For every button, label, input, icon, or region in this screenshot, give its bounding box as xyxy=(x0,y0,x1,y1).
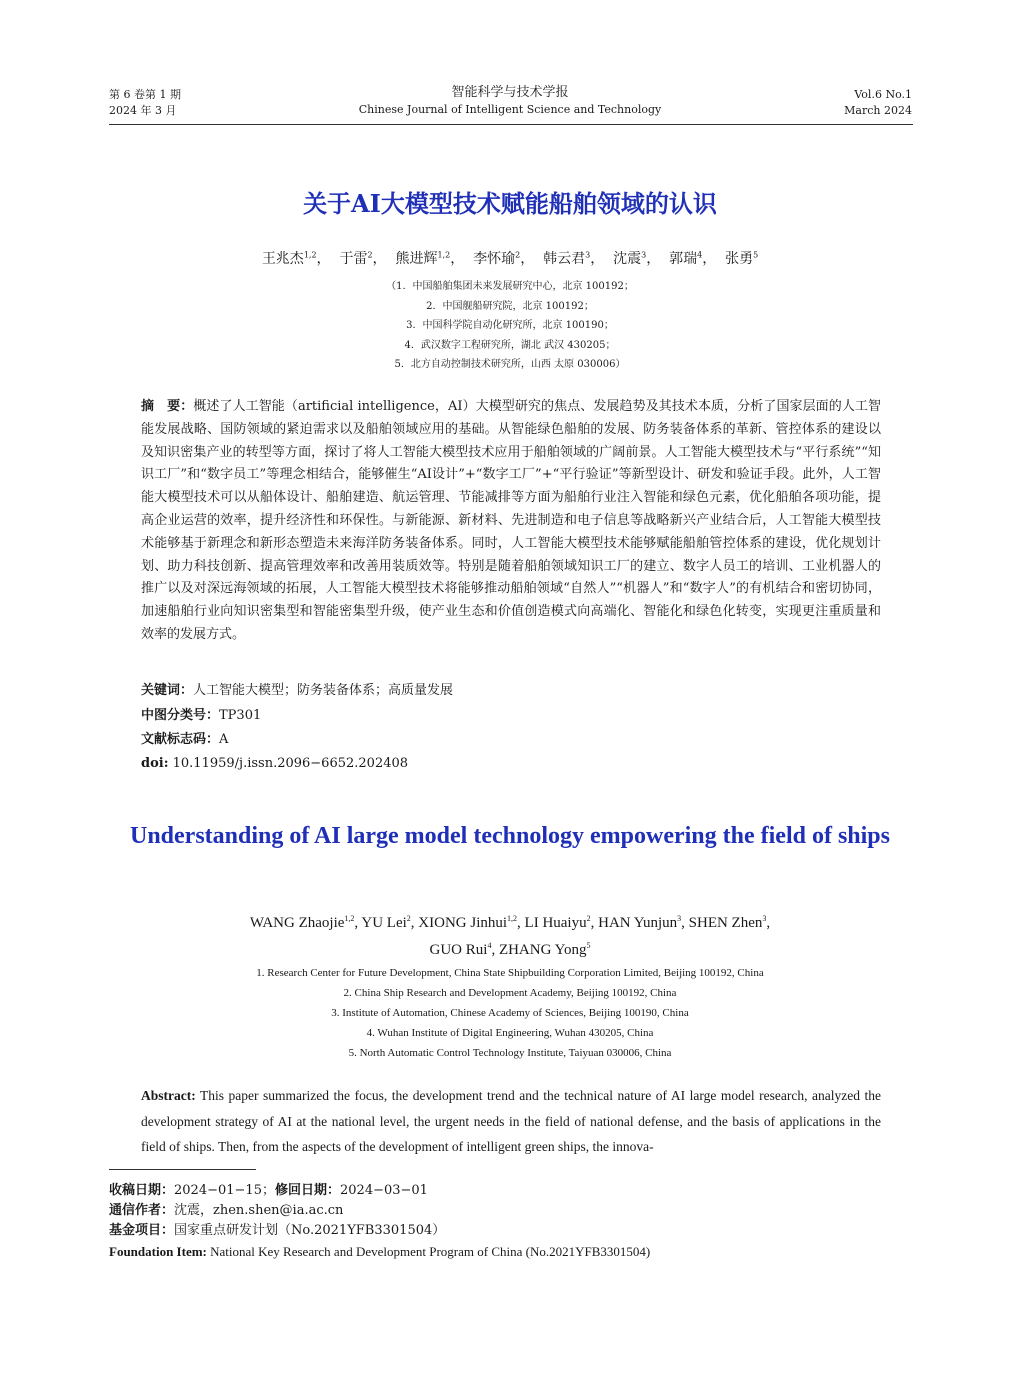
received-label: 收稿日期： xyxy=(109,1183,175,1198)
keywords-text-cn: 人工智能大模型；防务装备体系；高质量发展 xyxy=(193,683,454,698)
keywords-cn xyxy=(141,680,881,702)
cn-author-separator: ， xyxy=(646,251,661,267)
en-author-name: XIONG Jinhui xyxy=(418,915,508,931)
affiliation-cn: 2．中国舰船研究院，北京 100192； xyxy=(426,300,594,312)
fund-en xyxy=(109,1242,929,1263)
journal-title-en: Chinese Journal of Intelligent Science and Technology xyxy=(358,103,662,116)
cn-author-affiliation-marker: 1,2 xyxy=(437,250,451,260)
abstract-label-cn: 摘 要： xyxy=(141,399,194,414)
en-author-separator: , xyxy=(590,915,599,931)
header-volume-info xyxy=(844,87,912,119)
doi-value: 10.11959/j.issn.2096−6652.202408 xyxy=(168,756,409,771)
en-author xyxy=(430,942,499,958)
clc-label: 中图分类号： xyxy=(141,708,220,723)
abstract-text-en: This paper summarized the focus, the development trend and the technical nature of AI large model research, analyzed the development strategy of AI at the national level, the urgent needs in the field of national defense, and the basis of applications in the field of ships. Then, from the aspects of the development of intelligent green ships, the innova- xyxy=(141,1088,881,1154)
cn-author-name: 张勇 xyxy=(725,251,754,267)
cn-author xyxy=(473,251,534,267)
en-author-separator: , xyxy=(766,915,771,931)
cn-author-affiliation-marker: 2 xyxy=(515,250,521,260)
cn-author-name: 李怀瑜 xyxy=(473,251,516,267)
affiliation-en: 3. Institute of Automation, Chinese Academy of Sciences, Beijing 100190, China xyxy=(331,1007,689,1019)
document-code xyxy=(141,729,881,751)
en-author xyxy=(418,915,524,931)
date-en: March 2024 xyxy=(844,104,912,117)
en-author-affiliation-marker: 1,2 xyxy=(344,914,355,923)
en-author-affiliation-marker: 2 xyxy=(586,914,591,923)
en-author-name: LI Huaiyu xyxy=(524,915,587,931)
en-author-separator: , xyxy=(354,915,362,931)
received-dates xyxy=(109,1181,929,1202)
en-author-affiliation-marker: 2 xyxy=(406,914,411,923)
cn-author-separator: ， xyxy=(702,251,717,267)
en-author-separator: , xyxy=(681,915,689,931)
clc-number xyxy=(141,705,881,727)
en-author-affiliation-marker: 3 xyxy=(677,914,682,923)
cn-author-name: 韩云君 xyxy=(543,251,586,267)
en-author xyxy=(250,915,362,931)
en-author-affiliation-marker: 1,2 xyxy=(507,914,518,923)
doi-label: doi: xyxy=(141,756,169,771)
cn-author-name: 沈震 xyxy=(613,251,642,267)
clc-value: TP301 xyxy=(219,708,262,723)
affiliation-list-cn xyxy=(0,277,1020,375)
cn-author-separator: ， xyxy=(590,251,605,267)
fund-label-en: Foundation Item: xyxy=(109,1244,207,1259)
en-author-name: GUO Rui xyxy=(429,942,488,958)
received-date: 2024−01−15； xyxy=(174,1183,275,1198)
abstract-label-en: Abstract: xyxy=(141,1088,196,1103)
en-author-name: ZHANG Yong xyxy=(498,942,587,958)
journal-title-cn: 智能科学与技术学报 xyxy=(451,85,569,100)
cn-author xyxy=(669,251,716,267)
en-author-affiliation-marker: 4 xyxy=(487,941,492,950)
en-author xyxy=(689,915,771,931)
abstract-cn xyxy=(141,396,881,647)
en-author-name: WANG Zhaojie xyxy=(249,915,345,931)
cn-author-name: 王兆杰 xyxy=(261,251,304,267)
cn-author-affiliation-marker: 1,2 xyxy=(303,250,317,260)
cn-author-separator: ， xyxy=(450,251,465,267)
cn-author-separator: ， xyxy=(316,251,331,267)
keywords-label-cn: 关键词： xyxy=(141,683,194,698)
affiliation-cn: 5．北方自动控制技术研究所，山西 太原 030006） xyxy=(394,359,626,370)
issue-cn: 第 6 卷第 1 期 xyxy=(109,88,181,101)
affiliation-en: 5. North Automatic Control Technology Institute, Taiyuan 030006, China xyxy=(348,1047,672,1059)
abstract-text-cn: 概述了人工智能（artificial intelligence，AI）大模型研究的焦点、发展趋势及其技术本质，分析了国家层面的人工智能发展战略、国防领域的紧迫需求以及船舶领域应用的基础。从智能绿色船舶的发展、防务装备体系的革新、管控体系的建设以及知识密集产业的转型等方面，探讨了将人工智能大模型技术应用于船舶领域的广阔前景。人工智能大模型技术与“平行系统”“知识工厂”和“数字员工”等理念相结合，能够催生“AI设计”+“数字工厂”+“平行验证”等新型设计、研发和验证手段。此外，人工智能大模型技术可以从船体设计、船舶建造、航运管理、节能减排等方面为船舶行业注入智能和绿色元素，优化船舶各项功能，提高企业运营的效率，提升经济性和环保性。与新能源、新材料、先进制造和电子信息等战略新兴产业结合后，人工智能大模型技术能够基于新理念和新形态塑造未来海洋防务装备体系。同时，人工智能大模型技术能够赋能船舶管控体系的建设，优化规划计划、助力科技创新、提高管理效率和改善用装质效等。特别是随着船舶领域知识工厂的建立、数字人员工的培训、工业机器人的推广以及对深远海领域的拓展，人工智能大模型技术将能够推动船舶领域“自然人”“机器人”和“数字人”的有机结合和密切协同，加速船舶行业向知识密集型和智能密集型升级，使产业生态和价值创造模式向高端化、智能化和绿色化转变，实现更注重质量和效率的发展方式。 xyxy=(141,399,881,642)
affiliation-en: 1. Research Center for Future Development, China State Shipbuilding Corporation Limited, Beijing 100192, China xyxy=(256,967,764,979)
revised-label: 修回日期： xyxy=(274,1183,340,1198)
cn-author xyxy=(262,251,331,267)
en-author-name: SHEN Zhen xyxy=(688,915,763,931)
affiliation-cn: 4．武汉数字工程研究所，湖北 武汉 430205； xyxy=(404,339,616,351)
en-author-separator: , xyxy=(517,915,525,931)
revised-date: 2024−03−01 xyxy=(340,1183,428,1198)
cn-author-name: 熊进辉 xyxy=(395,251,438,267)
en-author-name: YU Lei xyxy=(361,915,407,931)
corresponding-author xyxy=(109,1201,929,1222)
affiliation-en: 2. China Ship Research and Development Academy, Beijing 100192, China xyxy=(343,987,677,999)
date-cn: 2024 年 3 月 xyxy=(109,104,177,117)
author-list-cn xyxy=(0,248,1020,270)
document-code-value: A xyxy=(219,732,229,747)
cn-author-separator: ， xyxy=(520,251,535,267)
cn-author xyxy=(395,251,464,267)
cn-author xyxy=(725,251,758,267)
affiliation-en: 4. Wuhan Institute of Digital Engineering, Wuhan 430205, China xyxy=(366,1027,654,1039)
cn-author xyxy=(339,251,386,267)
corresponding-label: 通信作者： xyxy=(109,1203,175,1218)
cn-author-name: 于雷 xyxy=(339,251,368,267)
footnote-divider xyxy=(109,1169,256,1170)
cn-author-affiliation-marker: 3 xyxy=(641,250,647,260)
document-code-label: 文献标志码： xyxy=(141,732,220,747)
cn-author xyxy=(613,251,660,267)
author-list-en xyxy=(100,910,920,964)
paper-title-en: Understanding of AI large model technology empowering the field of ships xyxy=(129,823,890,849)
fund-value-cn: 国家重点研发计划（No.2021YFB3301504） xyxy=(174,1223,446,1238)
en-author xyxy=(525,915,599,931)
en-author xyxy=(499,942,591,958)
abstract-en xyxy=(141,1083,881,1160)
fund-label-cn: 基金项目： xyxy=(109,1223,175,1238)
header-divider xyxy=(109,124,913,125)
en-author xyxy=(598,915,689,931)
fund-cn xyxy=(109,1221,929,1242)
volume-number: Vol.6 No.1 xyxy=(854,88,912,101)
cn-author-affiliation-marker: 5 xyxy=(753,250,759,260)
en-author-name: HAN Yunjun xyxy=(598,915,678,931)
corresponding-value: 沈震，zhen.shen@ia.ac.cn xyxy=(174,1203,344,1218)
en-author-affiliation-marker: 3 xyxy=(762,914,767,923)
cn-author-affiliation-marker: 2 xyxy=(367,250,373,260)
en-author xyxy=(361,915,418,931)
cn-author xyxy=(543,251,604,267)
cn-author-separator: ， xyxy=(372,251,387,267)
cn-author-name: 郭瑞 xyxy=(669,251,698,267)
cn-author-affiliation-marker: 4 xyxy=(697,250,703,260)
fund-value-en: National Key Research and Development Program of China (No.2021YFB3301504) xyxy=(206,1244,651,1259)
en-author-affiliation-marker: 5 xyxy=(586,941,591,950)
en-author-separator: , xyxy=(410,915,419,931)
affiliation-list-en xyxy=(100,963,920,1063)
paper-title-cn: 关于AI大模型技术赋能船舶领域的认识 xyxy=(303,189,717,218)
cn-author-affiliation-marker: 3 xyxy=(585,250,591,260)
en-author-separator: , xyxy=(491,942,499,958)
affiliation-cn: 3．中国科学院自动化研究所，北京 100190； xyxy=(406,320,614,331)
affiliation-cn: （1．中国船舶集团未来发展研究中心，北京 100192； xyxy=(386,281,634,292)
doi xyxy=(141,753,881,775)
